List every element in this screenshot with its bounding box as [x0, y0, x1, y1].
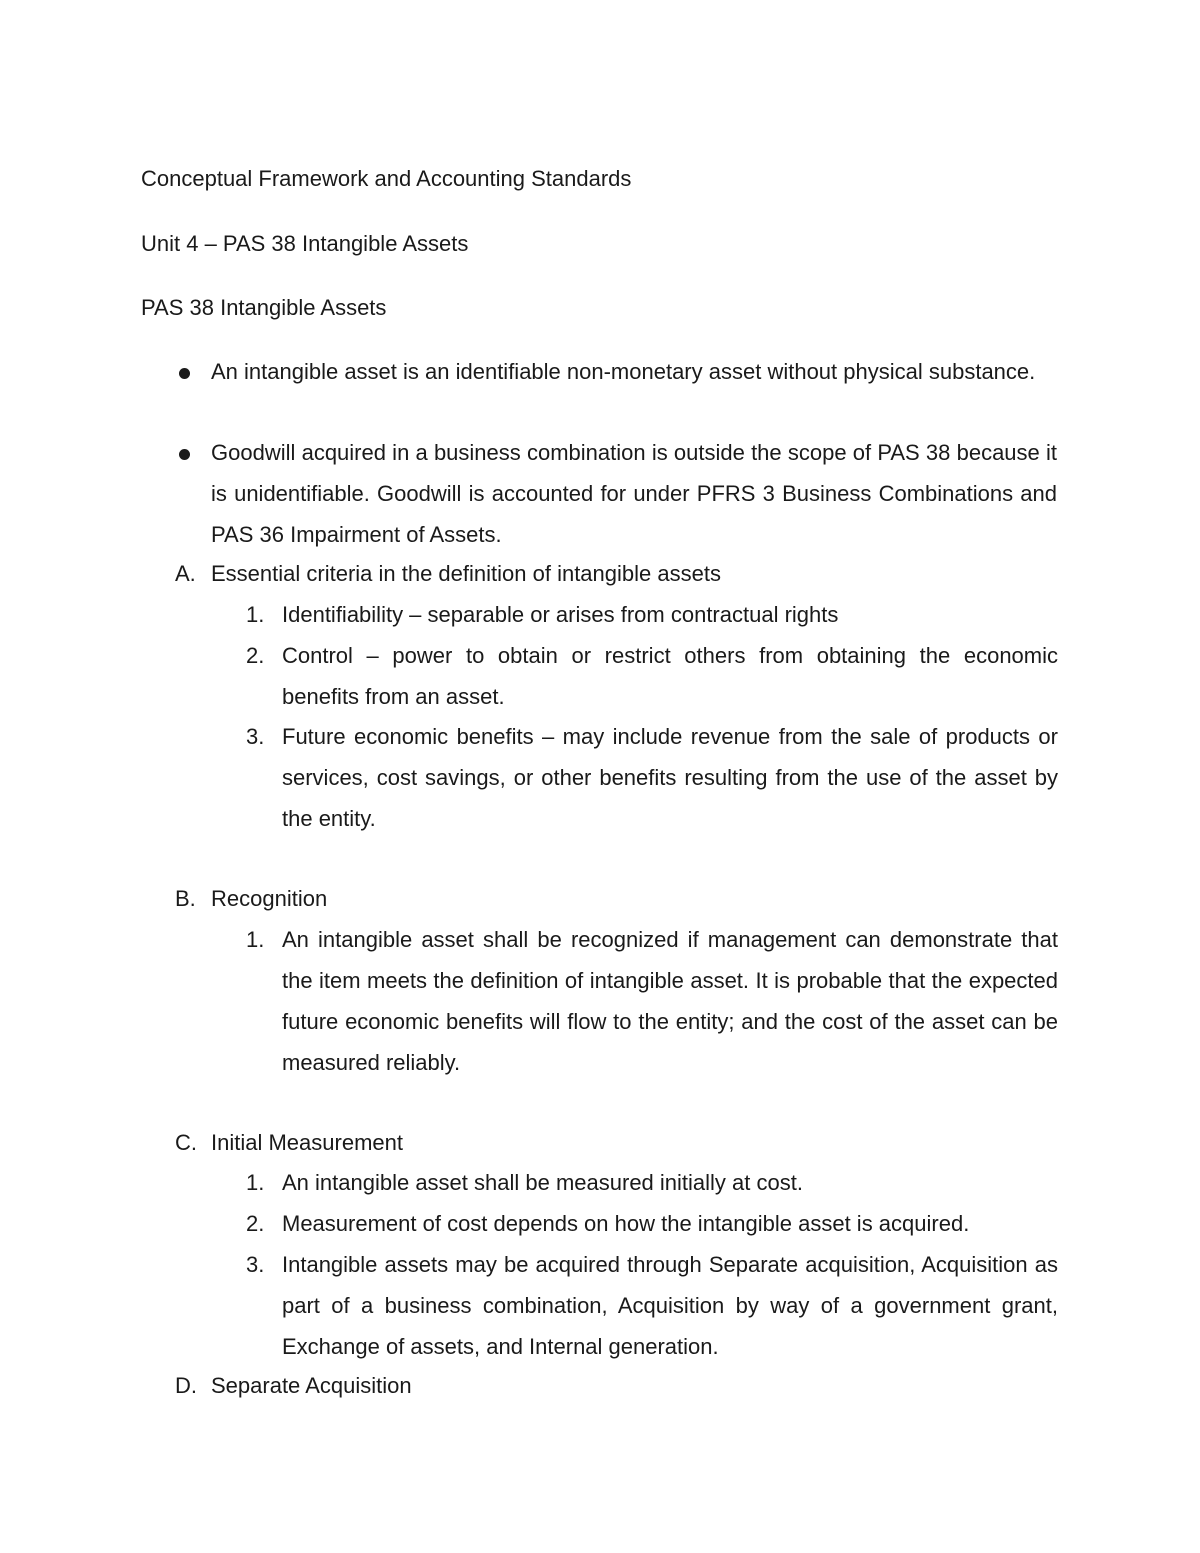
section-a-marker: A. [175, 561, 196, 586]
unit-title: Unit 4 – PAS 38 Intangible Assets [141, 231, 469, 256]
section-a-heading: Essential criteria in the definition of intangible assets [211, 561, 721, 586]
bullet-dot [179, 449, 190, 460]
list-marker: 1. [246, 927, 265, 952]
list-marker: 1. [246, 1170, 265, 1195]
bullet-dot [179, 368, 190, 379]
section-d-marker: D. [175, 1373, 197, 1398]
list-item: An intangible asset shall be measured initially at cost. [282, 1170, 803, 1195]
course-title: Conceptual Framework and Accounting Standards [141, 166, 632, 191]
section-d-heading: Separate Acquisition [211, 1373, 412, 1398]
bullet-item-2: Goodwill acquired in a business combination is outside the scope of PAS 38 because it is unidentifiable. Goodwill is accounted for under PFRS 3 Business Combinations and PAS 36 Impairment of Assets. [211, 440, 1057, 547]
list-marker: 2. [246, 643, 265, 668]
section-b-marker: B. [175, 886, 196, 911]
section-c-marker: C. [175, 1130, 197, 1155]
section-title: PAS 38 Intangible Assets [141, 295, 387, 320]
section-c-heading: Initial Measurement [211, 1130, 403, 1155]
list-item: Identifiability – separable or arises from contractual rights [282, 602, 839, 627]
list-item: Control – power to obtain or restrict others from obtaining the economic benefits from an asset. [282, 643, 1058, 709]
list-item: Measurement of cost depends on how the intangible asset is acquired. [282, 1211, 970, 1236]
list-item: An intangible asset shall be recognized if management can demonstrate that the item meets the definition of intangible asset. It is probable that the expected future economic benefits will flow to the entity; and the cost of the asset can be measured reliably. [282, 927, 1058, 1075]
bullet-item-1: An intangible asset is an identifiable non-monetary asset without physical substance. [211, 359, 1036, 384]
section-b-heading: Recognition [211, 886, 328, 911]
list-marker: 3. [246, 1252, 265, 1277]
list-item: Intangible assets may be acquired through Separate acquisition, Acquisition as part of a business combination, Acquisition by way of a government grant, Exchange of assets, and Internal generation. [282, 1252, 1058, 1359]
list-marker: 1. [246, 602, 265, 627]
list-marker: 3. [246, 724, 265, 749]
list-item: Future economic benefits – may include revenue from the sale of products or services, cost savings, or other benefits resulting from the use of the asset by the entity. [282, 724, 1058, 831]
list-marker: 2. [246, 1211, 265, 1236]
